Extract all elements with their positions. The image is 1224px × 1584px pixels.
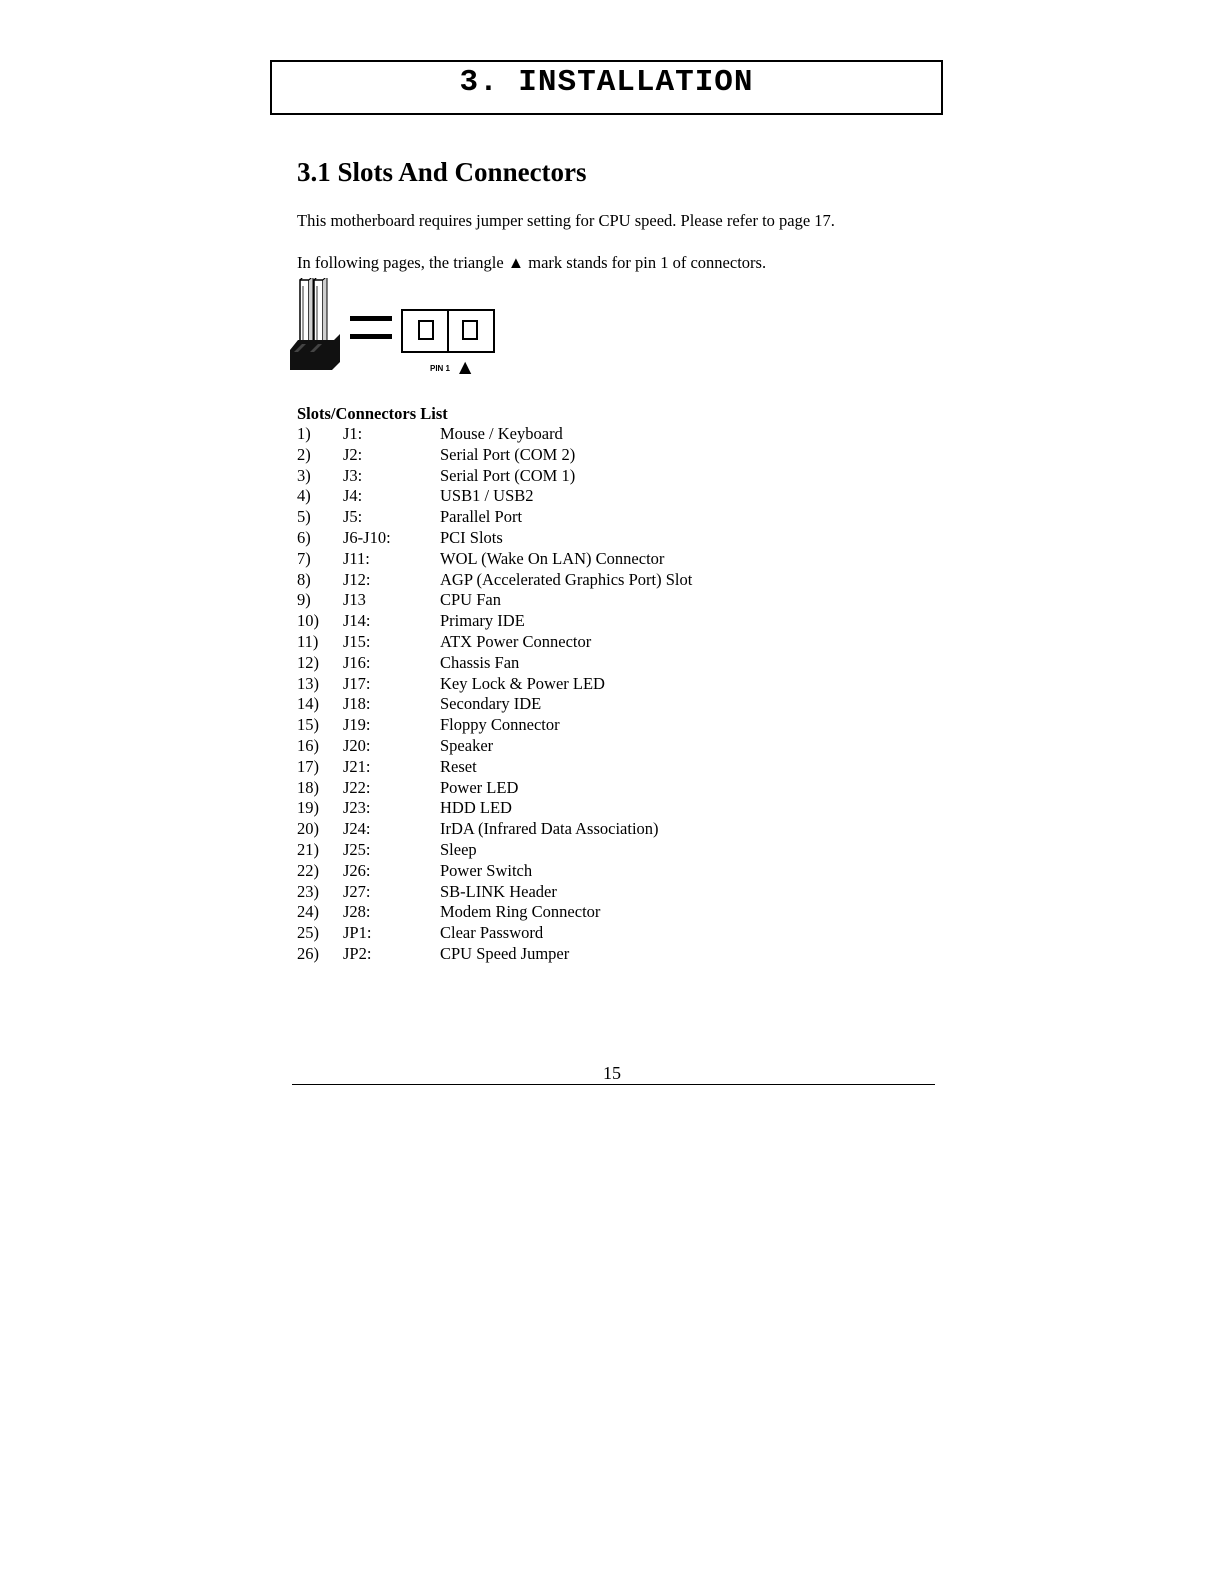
connector-ref: J12:	[343, 569, 371, 589]
connector-ref: J25:	[343, 839, 371, 859]
item-number: 14)	[297, 694, 319, 714]
list-item	[297, 944, 857, 965]
list-item	[297, 715, 857, 736]
connector-ref: J20:	[343, 735, 371, 755]
jumper-header-icon	[290, 278, 340, 370]
connector-ref: J3:	[343, 465, 363, 485]
pin-1-label: PIN 1	[430, 364, 451, 373]
connectors-list-heading: Slots/Connectors List	[297, 404, 448, 423]
list-item	[297, 486, 857, 507]
connector-ref: J24:	[343, 819, 371, 839]
connector-description: Speaker	[440, 735, 494, 755]
item-number: 21)	[297, 839, 319, 859]
connector-ref: J15:	[343, 631, 371, 651]
connector-ref: J6-J10:	[343, 527, 391, 547]
connector-description: Modem Ring Connector	[440, 902, 601, 922]
list-item	[297, 840, 857, 861]
list-item	[297, 861, 857, 882]
connector-description: Clear Password	[440, 923, 544, 943]
item-number: 6)	[297, 527, 311, 547]
item-number: 10)	[297, 611, 319, 631]
list-item	[297, 882, 857, 903]
connector-ref: J11:	[343, 548, 370, 568]
item-number: 24)	[297, 902, 319, 922]
list-item	[297, 611, 857, 632]
item-number: 18)	[297, 777, 319, 797]
item-number: 16)	[297, 735, 319, 755]
item-number: 5)	[297, 507, 311, 527]
connector-description: CPU Speed Jumper	[440, 943, 570, 963]
item-number: 26)	[297, 943, 319, 963]
list-item	[297, 736, 857, 757]
list-item	[297, 466, 857, 487]
list-item	[297, 798, 857, 819]
connector-description: WOL (Wake On LAN) Connector	[440, 548, 665, 568]
list-item	[297, 507, 857, 528]
connector-ref: J13	[343, 590, 366, 610]
jumper-diagram	[288, 278, 503, 378]
list-item	[297, 757, 857, 778]
list-item	[297, 424, 857, 445]
list-item	[297, 549, 857, 570]
connector-description: Reset	[440, 756, 477, 776]
connector-ref: J28:	[343, 902, 371, 922]
connector-description: Chassis Fan	[440, 652, 520, 672]
connector-ref: J17:	[343, 673, 371, 693]
connector-ref: J18:	[343, 694, 371, 714]
connector-ref: J14:	[343, 611, 371, 631]
list-item	[297, 778, 857, 799]
connector-description: Power LED	[440, 777, 519, 797]
connector-ref: J16:	[343, 652, 371, 672]
connector-description: Serial Port (COM 2)	[440, 444, 576, 464]
item-number: 25)	[297, 923, 319, 943]
intro-paragraph: This motherboard requires jumper setting for CPU speed. Please refer to page 17.	[297, 211, 835, 230]
connector-description: Secondary IDE	[440, 694, 542, 714]
pin-note-text-after: mark stands for pin 1 of connectors.	[524, 253, 767, 272]
triangle-icon: ▲	[507, 253, 525, 272]
connector-description: Mouse / Keyboard	[440, 424, 563, 443]
pin-1-triangle-icon: ▲	[459, 357, 472, 376]
connector-ref: J23:	[343, 798, 371, 818]
connector-description: Primary IDE	[440, 611, 525, 631]
connector-description: PCI Slots	[440, 527, 503, 547]
connector-description: Key Lock & Power LED	[440, 673, 605, 693]
list-item	[297, 674, 857, 695]
connector-ref: J27:	[343, 881, 371, 901]
item-number: 3)	[297, 465, 311, 485]
connector-ref: JP2:	[343, 943, 372, 963]
connector-description: Serial Port (COM 1)	[440, 465, 576, 485]
item-number: 7)	[297, 548, 311, 568]
connector-ref: J26:	[343, 860, 371, 880]
list-item	[297, 653, 857, 674]
pin-note-paragraph	[297, 253, 766, 273]
connector-ref: J19:	[343, 715, 371, 735]
item-number: 2)	[297, 444, 311, 464]
connector-description: HDD LED	[440, 798, 512, 818]
item-number: 8)	[297, 569, 311, 589]
connector-description: ATX Power Connector	[440, 631, 592, 651]
item-number: 1)	[297, 424, 311, 443]
connector-description: USB1 / USB2	[440, 486, 534, 506]
item-number: 13)	[297, 673, 319, 693]
connector-ref: J5:	[343, 507, 363, 527]
list-item	[297, 590, 857, 611]
item-number: 23)	[297, 881, 319, 901]
list-item	[297, 570, 857, 591]
pin-note-text-before: In following pages, the triangle	[297, 253, 508, 272]
item-number: 15)	[297, 715, 319, 735]
connector-ref: J4:	[343, 486, 363, 506]
connector-ref: J1:	[343, 424, 363, 443]
connector-description: Power Switch	[440, 860, 533, 880]
item-number: 11)	[297, 631, 319, 651]
item-number: 19)	[297, 798, 319, 818]
equals-sign	[350, 316, 392, 339]
connector-ref: J22:	[343, 777, 371, 797]
item-number: 4)	[297, 486, 311, 506]
item-number: 9)	[297, 590, 311, 610]
list-item	[297, 923, 857, 944]
footer-rule	[292, 1084, 935, 1085]
chapter-title: 3. INSTALLATION	[459, 65, 754, 100]
pin-header-top-view	[402, 310, 494, 352]
chapter-header-box	[270, 60, 943, 115]
list-item	[297, 632, 857, 653]
connector-description: Floppy Connector	[440, 715, 560, 735]
connector-description: AGP (Accelerated Graphics Port) Slot	[440, 569, 693, 589]
list-item	[297, 694, 857, 715]
item-number: 12)	[297, 652, 319, 672]
list-item	[297, 445, 857, 466]
connectors-list	[297, 424, 857, 965]
connector-ref: J21:	[343, 756, 371, 776]
list-item	[297, 902, 857, 923]
connector-description: CPU Fan	[440, 590, 501, 610]
item-number: 20)	[297, 819, 319, 839]
item-number: 22)	[297, 860, 319, 880]
page-number: 15	[603, 1063, 621, 1083]
connector-description: IrDA (Infrared Data Association)	[440, 819, 659, 839]
connector-description: SB-LINK Header	[440, 881, 557, 901]
connector-ref: J2:	[343, 444, 363, 464]
connector-ref: JP1:	[343, 923, 372, 943]
connector-description: Sleep	[440, 839, 477, 859]
list-item	[297, 528, 857, 549]
item-number: 17)	[297, 756, 319, 776]
connector-description: Parallel Port	[440, 507, 523, 527]
section-title: 3.1 Slots And Connectors	[297, 157, 587, 187]
list-item	[297, 819, 857, 840]
